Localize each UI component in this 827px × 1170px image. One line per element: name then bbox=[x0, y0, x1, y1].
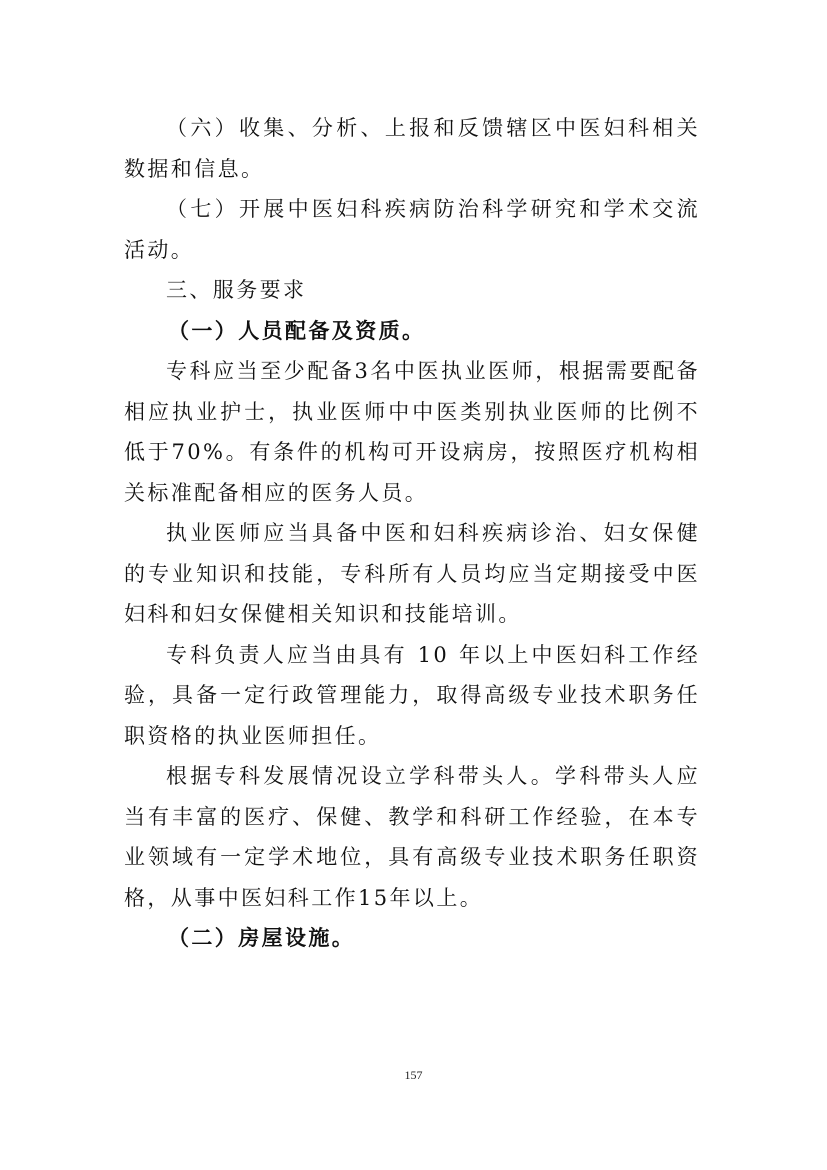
paragraph-physician-skills: 执业医师应当具备中医和妇科疾病诊治、妇女保健的专业知识和技能，专科所有人员均应当定期接受中医妇科和妇女保健相关知识和技能培训。 bbox=[124, 521, 700, 626]
section-heading-service-requirements: 三、服务要求 bbox=[166, 278, 307, 302]
page-number: 157 bbox=[404, 1068, 423, 1082]
paragraph-research-exchange: （七）开展中医妇科疾病防治科学研究和学术交流活动。 bbox=[124, 197, 700, 262]
document-body bbox=[124, 108, 700, 959]
paragraph-staffing-numbers: 专科应当至少配备3名中医执业医师，根据需要配备相应执业护士，执业医师中中医类别执业医师的比例不低于70%。有条件的机构可开设病房，按照医疗机构相关标准配备相应的医务人员。 bbox=[124, 359, 700, 505]
subheading-facilities: （二）房屋设施。 bbox=[168, 925, 356, 950]
paragraph-discipline-leader: 根据专科发展情况设立学科带头人。学科带头人应当有丰富的医疗、保健、教学和科研工作经验，在本专业领域有一定学术地位，具有高级专业技术职务任职资格，从事中医妇科工作15年以上。 bbox=[124, 764, 700, 910]
paragraph-collect-data: （六）收集、分析、上报和反馈辖区中医妇科相关数据和信息。 bbox=[124, 116, 700, 181]
subheading-staffing: （一）人员配备及资质。 bbox=[168, 317, 426, 343]
paragraph-department-head: 专科负责人应当由具有 10 年以上中医妇科工作经验，具备一定行政管理能力，取得高级专业技术职务任职资格的执业医师担任。 bbox=[124, 642, 700, 748]
